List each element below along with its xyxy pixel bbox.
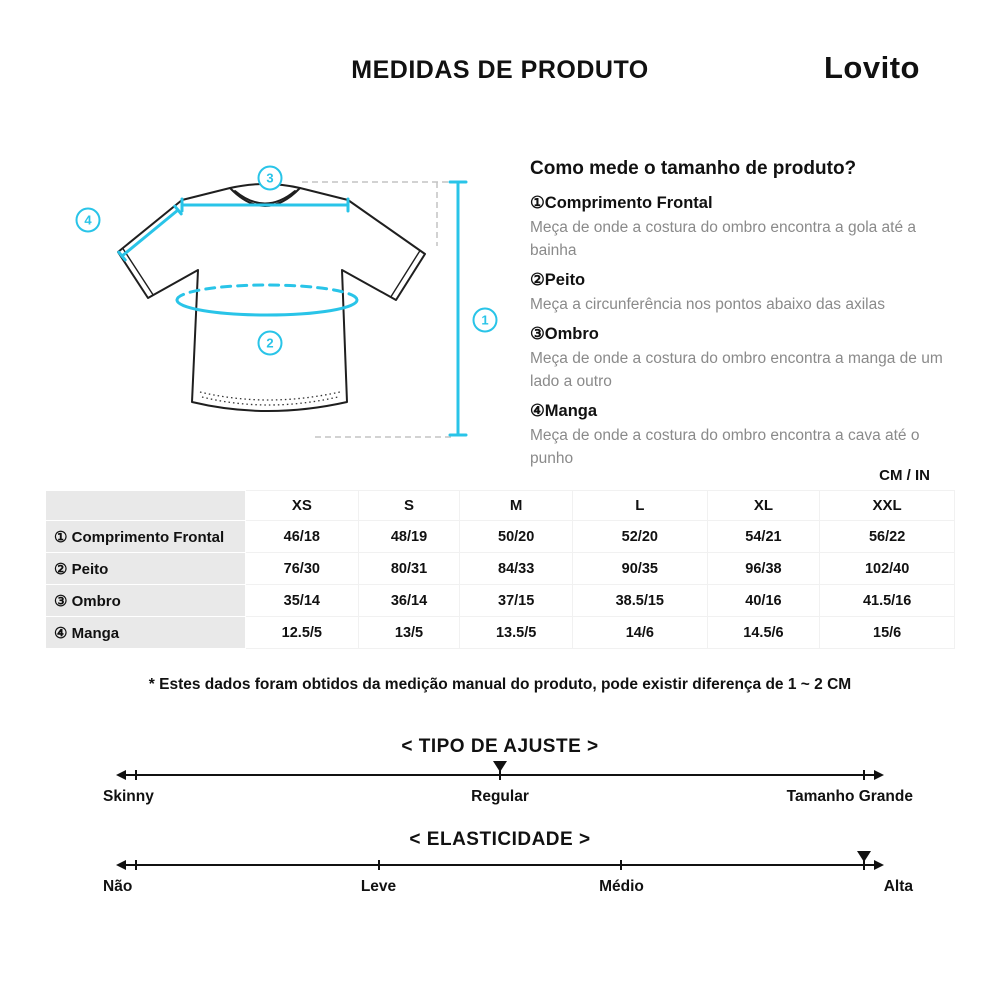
measure-desc: Meça de onde a costura do ombro encontra a cava até o punho	[530, 427, 920, 467]
table-row	[46, 521, 955, 553]
fit-slider-labels	[103, 788, 913, 808]
table-header-row	[46, 491, 955, 521]
row-label: ④ Manga	[46, 617, 246, 649]
size-value: 54/21	[707, 521, 820, 553]
fit-label-regular: Regular	[471, 788, 529, 805]
page-title: MEDIDAS DE PRODUTO	[351, 56, 649, 84]
tick-mark	[135, 860, 137, 870]
size-value: 14.5/6	[707, 617, 820, 649]
measure-number: ③	[530, 325, 545, 343]
arrow-right-icon	[874, 770, 884, 780]
size-value: 76/30	[246, 553, 359, 585]
row-label: ① Comprimento Frontal	[46, 521, 246, 553]
badge-2-icon	[259, 332, 282, 355]
row-label: ③ Ombro	[46, 585, 246, 617]
svg-text:2: 2	[266, 335, 274, 351]
badge-3-icon	[259, 167, 282, 190]
tshirt-measurement-diagram	[30, 150, 510, 470]
arrow-left-icon	[116, 770, 126, 780]
measure-guide	[530, 158, 962, 475]
guide-item	[530, 398, 962, 470]
tick-mark	[135, 770, 137, 780]
row-label: ② Peito	[46, 553, 246, 585]
size-value: 80/31	[358, 553, 460, 585]
measure-number: ②	[530, 271, 545, 289]
measure-desc: Meça de onde a costura do ombro encontra a manga de um lado a outro	[530, 350, 943, 390]
size-value: 38.5/15	[572, 585, 707, 617]
fit-label-skinny: Skinny	[103, 788, 154, 805]
size-value: 12.5/5	[246, 617, 359, 649]
size-value: 13.5/5	[460, 617, 573, 649]
col-header: L	[572, 491, 707, 521]
measure-label: ①Comprimento Frontal	[530, 194, 713, 212]
elasticity-label-medium: Médio	[599, 878, 644, 895]
size-value: 37/15	[460, 585, 573, 617]
elasticity-slider-title: < ELASTICIDADE >	[409, 829, 591, 850]
size-value: 36/14	[358, 585, 460, 617]
guide-item	[530, 267, 962, 316]
arrow-left-icon	[116, 860, 126, 870]
size-value: 90/35	[572, 553, 707, 585]
tshirt-outline	[118, 184, 425, 411]
col-header: XL	[707, 491, 820, 521]
measure-label: ③Ombro	[530, 325, 599, 343]
elasticity-label-none: Não	[103, 878, 133, 895]
badge-1-icon	[474, 309, 497, 332]
elasticity-slider-track	[125, 864, 875, 866]
svg-text:1: 1	[481, 312, 489, 328]
col-header: XS	[246, 491, 359, 521]
table-row	[46, 553, 955, 585]
svg-text:3: 3	[266, 170, 274, 186]
table-corner	[46, 491, 246, 521]
fit-label-oversize: Tamanho Grande	[786, 788, 913, 805]
unit-label: CM / IN	[879, 467, 930, 484]
size-value: 41.5/16	[820, 585, 955, 617]
measure-number: ④	[530, 402, 545, 420]
guide-item	[530, 321, 962, 393]
size-value: 40/16	[707, 585, 820, 617]
size-table	[45, 490, 955, 649]
fit-slider-title: < TIPO DE AJUSTE >	[401, 736, 599, 757]
svg-text:4: 4	[84, 212, 92, 228]
size-value: 50/20	[460, 521, 573, 553]
size-value: 15/6	[820, 617, 955, 649]
size-value: 56/22	[820, 521, 955, 553]
size-value: 14/6	[572, 617, 707, 649]
size-value: 84/33	[460, 553, 573, 585]
size-value: 13/5	[358, 617, 460, 649]
col-header: S	[358, 491, 460, 521]
tick-mark	[620, 860, 622, 870]
badge-4-icon	[77, 209, 100, 232]
length-measure-line	[450, 182, 466, 435]
fit-marker-icon	[493, 761, 507, 772]
tick-mark	[863, 770, 865, 780]
table-footnote: * Estes dados foram obtidos da medição manual do produto, pode existir diferença de 1 ~ 2 CM	[148, 676, 852, 693]
size-value: 48/19	[358, 521, 460, 553]
measure-label: ④Manga	[530, 402, 598, 420]
brand-logo: Lovito	[824, 50, 920, 85]
tick-mark	[378, 860, 380, 870]
guide-title: Como mede o tamanho de produto?	[530, 158, 857, 179]
col-header: M	[460, 491, 573, 521]
size-value: 96/38	[707, 553, 820, 585]
measure-desc: Meça de onde a costura do ombro encontra a gola até a bainha	[530, 219, 917, 259]
size-value: 102/40	[820, 553, 955, 585]
measure-number: ①	[530, 194, 545, 212]
elasticity-label-high: Alta	[883, 878, 913, 895]
guide-item	[530, 190, 962, 262]
table-row	[46, 617, 955, 649]
elasticity-slider-labels	[103, 878, 913, 898]
measure-label: ②Peito	[530, 271, 586, 289]
size-value: 46/18	[246, 521, 359, 553]
fit-slider-track	[125, 774, 875, 776]
elasticity-label-light: Leve	[360, 878, 397, 895]
elasticity-marker-icon	[857, 851, 871, 862]
table-row	[46, 585, 955, 617]
size-value: 52/20	[572, 521, 707, 553]
col-header: XXL	[820, 491, 955, 521]
arrow-right-icon	[874, 860, 884, 870]
measure-desc: Meça a circunferência nos pontos abaixo das axilas	[530, 296, 885, 313]
size-value: 35/14	[246, 585, 359, 617]
